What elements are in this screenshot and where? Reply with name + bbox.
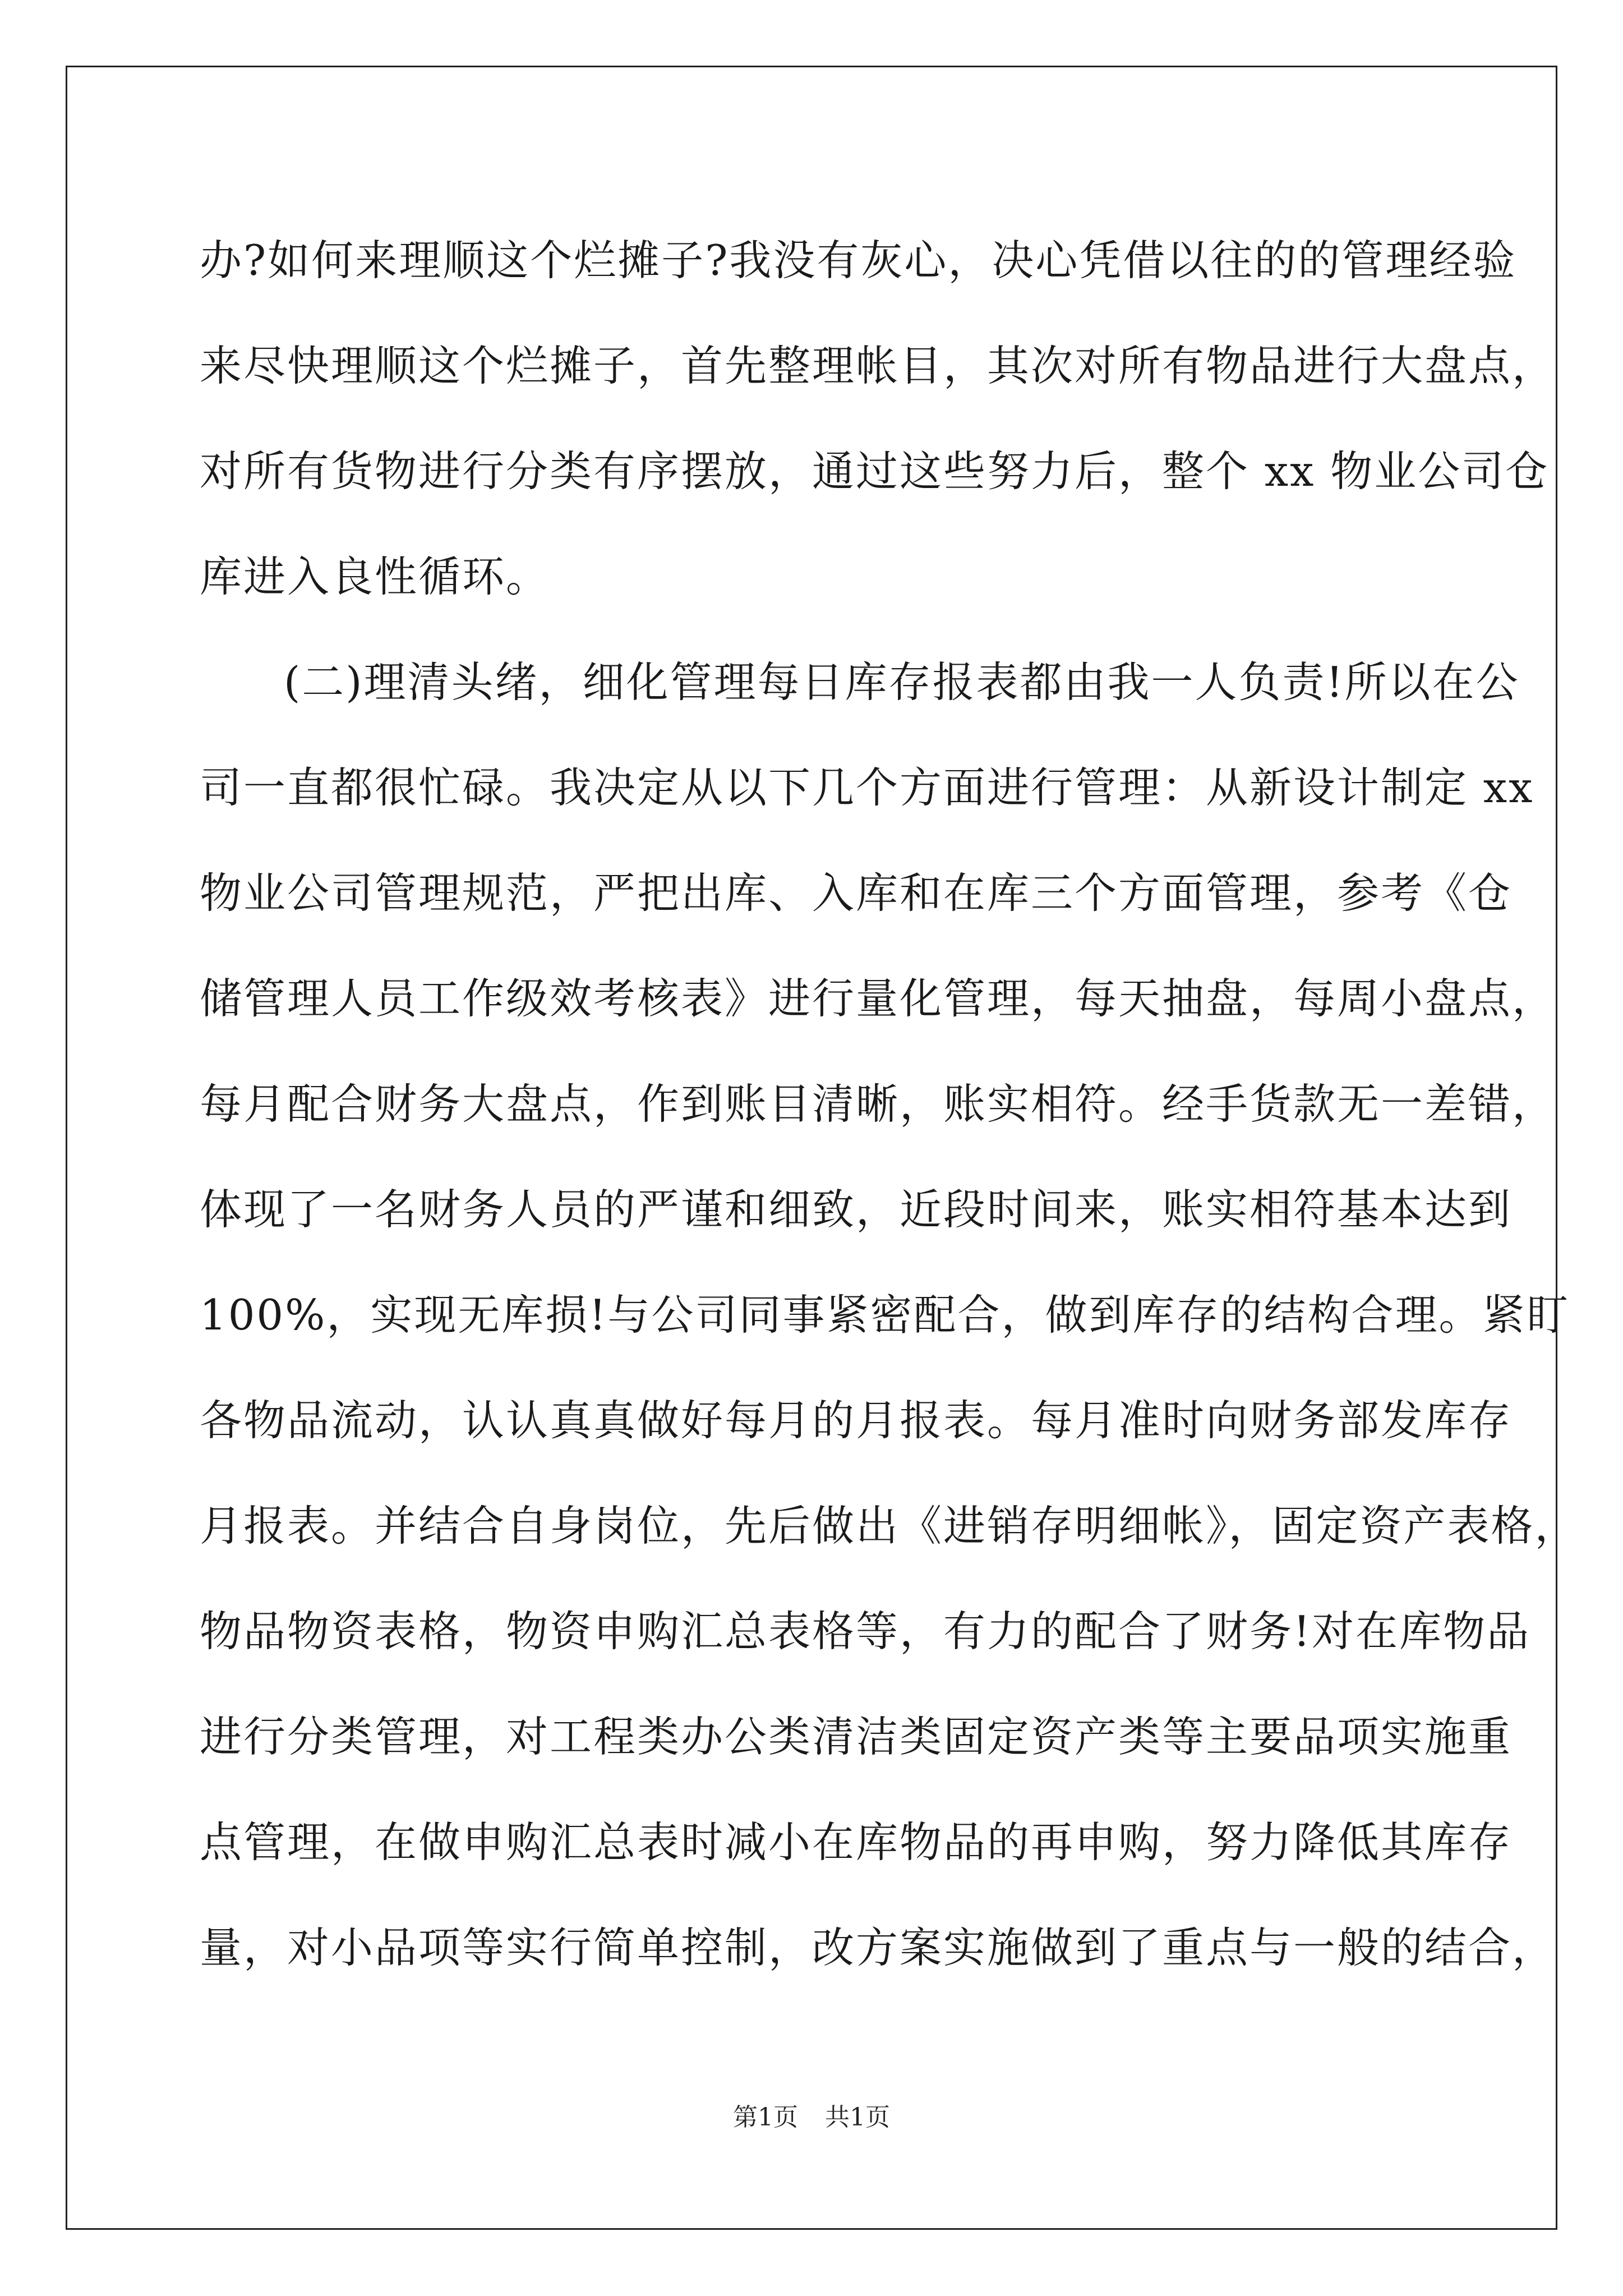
text-line: 各物品流动，认认真真做好每月的月报表。每月准时向财务部发库存	[200, 1396, 1513, 1445]
document-body	[200, 208, 1579, 2000]
text-line: 物品物资表格，物资申购汇总表格等，有力的配合了财务!对在库物品	[200, 1607, 1531, 1656]
page-number-current: 第1页	[733, 2103, 798, 2132]
text-line: 物业公司管理规范，严把出库、入库和在库三个方面管理，参考《仓	[200, 868, 1513, 918]
text-line: 月报表。并结合自身岗位，先后做出《进销存明细帐》，固定资产表格，	[200, 1501, 1579, 1550]
text-line: 每月配合财务大盘点，作到账目清晰，账实相符。经手货款无一差错，	[200, 1079, 1556, 1129]
text-line: 办?如何来理顺这个烂摊子?我没有灰心，决心凭借以往的的管理经验	[200, 236, 1517, 285]
text-line: 量，对小品项等实行简单控制，改方案实施做到了重点与一般的结合，	[200, 1923, 1556, 1972]
text-line: 100%，实现无库损!与公司同事紧密配合，做到库存的结构合理。紧盯	[200, 1290, 1570, 1340]
paragraph-first-line: (二)理清头绪，细化管理每日库存报表都由我一人负责!所以在公	[284, 657, 1520, 707]
text-line: 来尽快理顺这个烂摊子，首先整理帐目，其次对所有物品进行大盘点，	[200, 341, 1556, 390]
page-footer	[0, 2101, 1623, 2134]
text-line: 对所有货物进行分类有序摆放，通过这些努力后，整个 xx 物业公司仓	[200, 447, 1550, 496]
text-line: 库进入良性循环。	[200, 552, 550, 601]
text-line: 点管理，在做申购汇总表时减小在库物品的再申购，努力降低其库存	[200, 1818, 1513, 1867]
text-line: 体现了一名财务人员的严谨和细致，近段时间来，账实相符基本达到	[200, 1185, 1513, 1234]
text-line: 司一直都很忙碌。我决定从以下几个方面进行管理：从新设计制定 xx	[200, 763, 1534, 812]
page-number-total: 共1页	[825, 2103, 890, 2132]
text-line: 进行分类管理，对工程类办公类清洁类固定资产类等主要品项实施重	[200, 1712, 1513, 1761]
text-line: 储管理人员工作级效考核表》进行量化管理，每天抽盘，每周小盘点，	[200, 974, 1556, 1023]
